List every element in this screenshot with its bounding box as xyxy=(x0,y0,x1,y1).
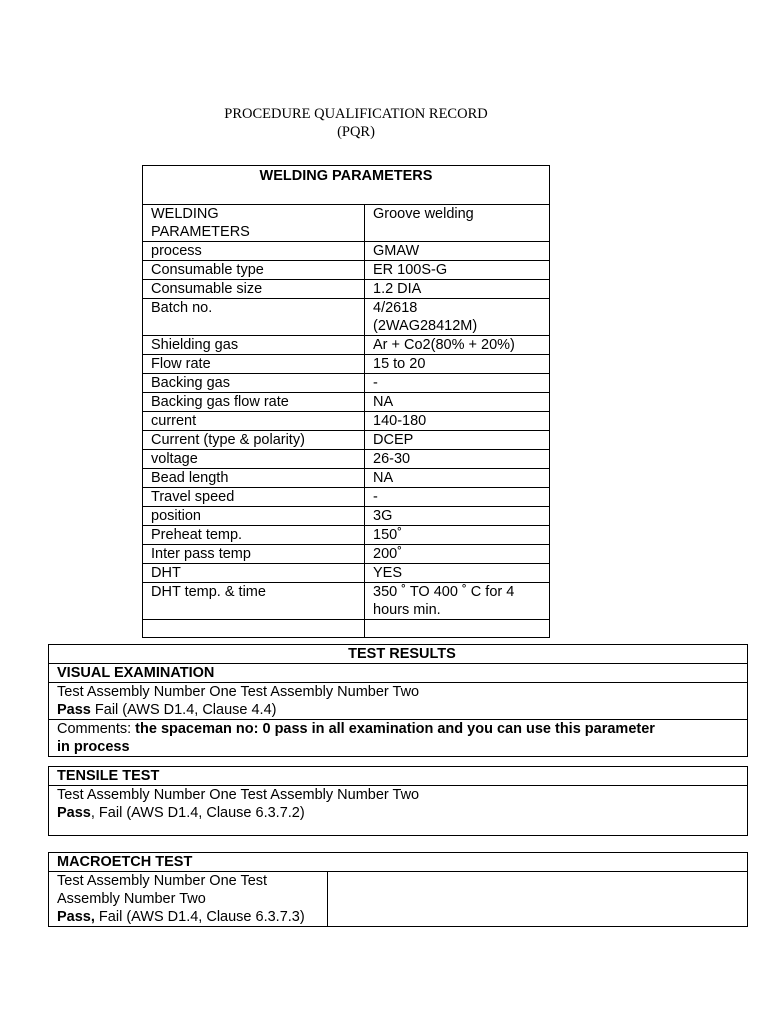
param-value: 4/2618 (2WAG28412M) xyxy=(365,299,550,336)
welding-table-header-row xyxy=(143,166,550,205)
param-label: Travel speed xyxy=(143,488,365,507)
welding-table-title: WELDING PARAMETERS xyxy=(143,166,550,205)
visual-assembly-cell xyxy=(49,683,748,720)
title-line-1: PROCEDURE QUALIFICATION RECORD xyxy=(224,106,488,122)
tensile-fail-text: , Fail (AWS D1.4, Clause 6.3.7.2) xyxy=(90,805,305,821)
visual-heading: VISUAL EXAMINATION xyxy=(49,664,748,683)
macroetch-empty-cell xyxy=(328,872,748,927)
param-label: Consumable type xyxy=(143,261,365,280)
param-value: NA xyxy=(365,393,550,412)
tensile-pass: Pass xyxy=(57,805,91,821)
tensile-heading: TENSILE TEST xyxy=(49,767,748,786)
tensile-result-line xyxy=(57,804,747,822)
macroetch-assembly-text: Test Assembly Number One Test Assembly Number Two xyxy=(57,873,268,907)
param-value: 350 ˚ TO 400 ˚ C for 4 hours min. xyxy=(365,583,550,620)
welding-param-row xyxy=(143,299,550,336)
welding-param-row xyxy=(143,242,550,261)
param-value: 15 to 20 xyxy=(365,355,550,374)
param-label: DHT xyxy=(143,564,365,583)
welding-param-row xyxy=(143,526,550,545)
param-label: Backing gas xyxy=(143,374,365,393)
param-label: position xyxy=(143,507,365,526)
param-label: WELDING PARAMETERS xyxy=(143,205,365,242)
tensile-assembly-line: Test Assembly Number One Test Assembly Number Two xyxy=(57,787,420,803)
welding-param-row xyxy=(143,564,550,583)
param-label xyxy=(143,620,365,638)
param-label: Bead length xyxy=(143,469,365,488)
param-label: current xyxy=(143,412,365,431)
param-value: Ar + Co2(80% + 20%) xyxy=(365,336,550,355)
visual-assembly-line: Test Assembly Number One Test Assembly Number Two xyxy=(57,684,420,700)
welding-param-row xyxy=(143,374,550,393)
welding-parameters-table xyxy=(142,165,550,638)
welding-param-row xyxy=(143,412,550,431)
comments-label: Comments: xyxy=(57,721,136,737)
welding-param-row xyxy=(143,355,550,374)
param-label: Consumable size xyxy=(143,280,365,299)
macroetch-heading: MACROETCH TEST xyxy=(49,853,748,872)
welding-param-row xyxy=(143,336,550,355)
welding-param-row xyxy=(143,450,550,469)
welding-param-row xyxy=(143,545,550,564)
visual-comments-cell xyxy=(49,720,748,757)
param-value: 200˚ xyxy=(365,545,550,564)
param-value: 150˚ xyxy=(365,526,550,545)
welding-param-row xyxy=(143,583,550,620)
param-value: YES xyxy=(365,564,550,583)
page-title xyxy=(0,105,712,141)
param-value: DCEP xyxy=(365,431,550,450)
param-value: - xyxy=(365,488,550,507)
param-value: NA xyxy=(365,469,550,488)
welding-param-row xyxy=(143,620,550,638)
macroetch-test-table xyxy=(48,852,748,927)
tensile-cell xyxy=(49,786,748,836)
visual-result-line xyxy=(57,701,747,719)
welding-param-row xyxy=(143,507,550,526)
param-label: Preheat temp. xyxy=(143,526,365,545)
param-label: Current (type & polarity) xyxy=(143,431,365,450)
param-value: Groove welding xyxy=(365,205,550,242)
param-label: voltage xyxy=(143,450,365,469)
visual-fail-text: Fail (AWS D1.4, Clause 4.4) xyxy=(90,702,277,718)
param-value: - xyxy=(365,374,550,393)
param-value: 26-30 xyxy=(365,450,550,469)
macroetch-cell xyxy=(49,872,328,927)
welding-param-row xyxy=(143,488,550,507)
param-label: Inter pass temp xyxy=(143,545,365,564)
param-label: DHT temp. & time xyxy=(143,583,365,620)
welding-param-row xyxy=(143,205,550,242)
welding-table-body xyxy=(143,205,550,638)
welding-param-row xyxy=(143,431,550,450)
param-label: Batch no. xyxy=(143,299,365,336)
test-results-title: TEST RESULTS xyxy=(49,645,748,664)
param-value: ER 100S-G xyxy=(365,261,550,280)
param-value xyxy=(365,620,550,638)
tensile-test-table xyxy=(48,766,748,836)
welding-param-row xyxy=(143,469,550,488)
param-label: Flow rate xyxy=(143,355,365,374)
param-label: Shielding gas xyxy=(143,336,365,355)
visual-examination-table xyxy=(48,644,748,757)
visual-pass: Pass xyxy=(57,702,91,718)
welding-param-row xyxy=(143,280,550,299)
comments-text: the spaceman no: 0 pass in all examination and you can use this parameter in process xyxy=(57,721,655,755)
welding-param-row xyxy=(143,393,550,412)
title-line-2: (PQR) xyxy=(337,124,375,140)
param-value: GMAW xyxy=(365,242,550,261)
macroetch-fail-text: Fail (AWS D1.4, Clause 6.3.7.3) xyxy=(94,909,305,925)
param-value: 1.2 DIA xyxy=(365,280,550,299)
param-label: process xyxy=(143,242,365,261)
welding-param-row xyxy=(143,261,550,280)
macroetch-pass: Pass, xyxy=(57,909,95,925)
param-label: Backing gas flow rate xyxy=(143,393,365,412)
param-value: 140-180 xyxy=(365,412,550,431)
param-value: 3G xyxy=(365,507,550,526)
